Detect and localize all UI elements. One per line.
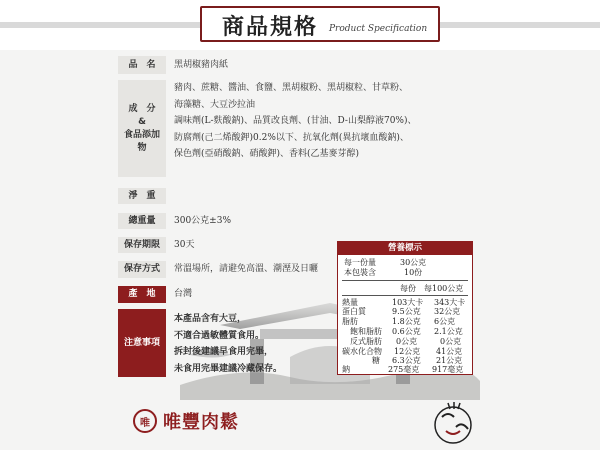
servings-value: 10份 bbox=[404, 268, 423, 277]
spec-row-ingredients bbox=[118, 80, 472, 177]
nutrient-per100: 343大卡 bbox=[434, 298, 466, 307]
label-ingredients-3: 食品添加物 bbox=[123, 129, 160, 153]
label-storage: 保存方式 bbox=[118, 261, 166, 278]
page-title: 商品規格 bbox=[222, 15, 319, 40]
nutrient-serving: 12公克 bbox=[394, 347, 421, 356]
nutrient-serving: 1.8公克 bbox=[392, 317, 421, 326]
nutrient-per100: 21公克 bbox=[436, 356, 463, 365]
title-box bbox=[200, 6, 440, 42]
nutrient-per100: 2.1公克 bbox=[434, 327, 463, 336]
nutrient-per100: 6公克 bbox=[434, 317, 456, 326]
notice-line: 拆封後建議早食用完畢， bbox=[174, 347, 274, 357]
nutrient-name: 飽和脂肪 bbox=[350, 327, 382, 336]
value-gross: 300公克±3% bbox=[174, 216, 231, 226]
nutrient-serving: 0公克 bbox=[396, 337, 418, 346]
nutrient-name: 糖 bbox=[372, 356, 380, 365]
label-net: 淨 重 bbox=[118, 188, 166, 204]
servings-label: 本包裝含 bbox=[344, 268, 376, 277]
nutrient-name: 脂肪 bbox=[342, 317, 358, 326]
ingredient-line: 防腐劑(己二烯酸鉀)0.2%以下、抗氧化劑(異抗壞血酸鈉)、 bbox=[174, 132, 409, 143]
label-notice: 注意事項 bbox=[118, 309, 166, 377]
divider bbox=[342, 295, 468, 296]
label-ingredients-1: 成 分 bbox=[128, 103, 156, 114]
value-origin: 台灣 bbox=[174, 289, 193, 299]
nutrient-name: 反式脂肪 bbox=[350, 337, 382, 346]
nutrient-serving: 9.5公克 bbox=[392, 307, 421, 316]
nutrient-serving: 275毫克 bbox=[388, 365, 420, 374]
nutrient-serving: 0.6公克 bbox=[392, 327, 421, 336]
notice-line: 不適合過敏體質食用。 bbox=[174, 330, 265, 341]
page-subtitle: Product Specification bbox=[329, 24, 428, 34]
label-origin: 產 地 bbox=[118, 286, 166, 303]
spec-row-net bbox=[118, 188, 472, 204]
serving-size-value: 30公克 bbox=[400, 258, 427, 267]
col-per-100g: 每100公克 bbox=[424, 284, 464, 293]
brand-name: 唯豐肉鬆 bbox=[163, 412, 239, 433]
header bbox=[0, 0, 600, 50]
ingredient-line: 豬肉、蔗糖、醬油、食鹽、黑胡椒粉、黑胡椒粒、甘草粉、 bbox=[174, 83, 409, 93]
spec-row-gross bbox=[118, 213, 472, 229]
corner-logo-icon bbox=[428, 397, 478, 447]
nutrient-per100: 32公克 bbox=[434, 307, 461, 316]
brand-logo bbox=[133, 407, 239, 435]
value-storage: 常溫場所，請避免高溫、潮溼及日曬 bbox=[174, 264, 319, 274]
nutrition-panel bbox=[337, 241, 473, 375]
nutrient-per100: 0公克 bbox=[440, 337, 462, 346]
ingredient-line: 保色劑(亞硝酸鈉、硝酸鉀)、香料(乙基麥芽醇) bbox=[174, 149, 360, 159]
nutrient-per100: 41公克 bbox=[436, 347, 463, 356]
brand-seal-icon: 唯 bbox=[133, 409, 157, 433]
label-shelf-life: 保存期限 bbox=[118, 237, 166, 253]
nutrient-name: 熱量 bbox=[342, 298, 358, 307]
ingredient-line: 海藻糖、大豆沙拉油 bbox=[174, 99, 256, 110]
nutrient-name: 碳水化合物 bbox=[342, 347, 382, 356]
nutrient-serving: 103大卡 bbox=[392, 298, 424, 307]
label-ingredients bbox=[118, 80, 166, 177]
serving-size-label: 每一份量 bbox=[344, 258, 376, 267]
value-name: 黑胡椒豬肉紙 bbox=[174, 60, 229, 70]
nutrient-serving: 6.3公克 bbox=[392, 356, 421, 365]
ingredient-line: 調味劑(L-麩酸鈉)、品質改良劑、(甘油、D-山梨醇液70%)、 bbox=[174, 116, 417, 126]
divider bbox=[342, 280, 468, 281]
notice-line: 未食用完畢建議冷藏保存。 bbox=[174, 363, 283, 374]
value-shelf-life: 30天 bbox=[174, 240, 195, 250]
label-ingredients-2: & bbox=[138, 116, 146, 127]
nutrient-name: 鈉 bbox=[342, 365, 350, 374]
label-name: 品 名 bbox=[118, 56, 166, 74]
col-per-serving: 每份 bbox=[400, 284, 416, 293]
nutrient-name: 蛋白質 bbox=[342, 307, 366, 316]
value-ingredients bbox=[174, 80, 472, 163]
label-gross: 總重量 bbox=[118, 213, 166, 229]
notice-line: 本產品含有大豆， bbox=[174, 314, 247, 324]
nutrition-title: 營養標示 bbox=[338, 242, 472, 255]
nutrient-per100: 917毫克 bbox=[432, 365, 464, 374]
spec-row-name bbox=[118, 56, 472, 74]
